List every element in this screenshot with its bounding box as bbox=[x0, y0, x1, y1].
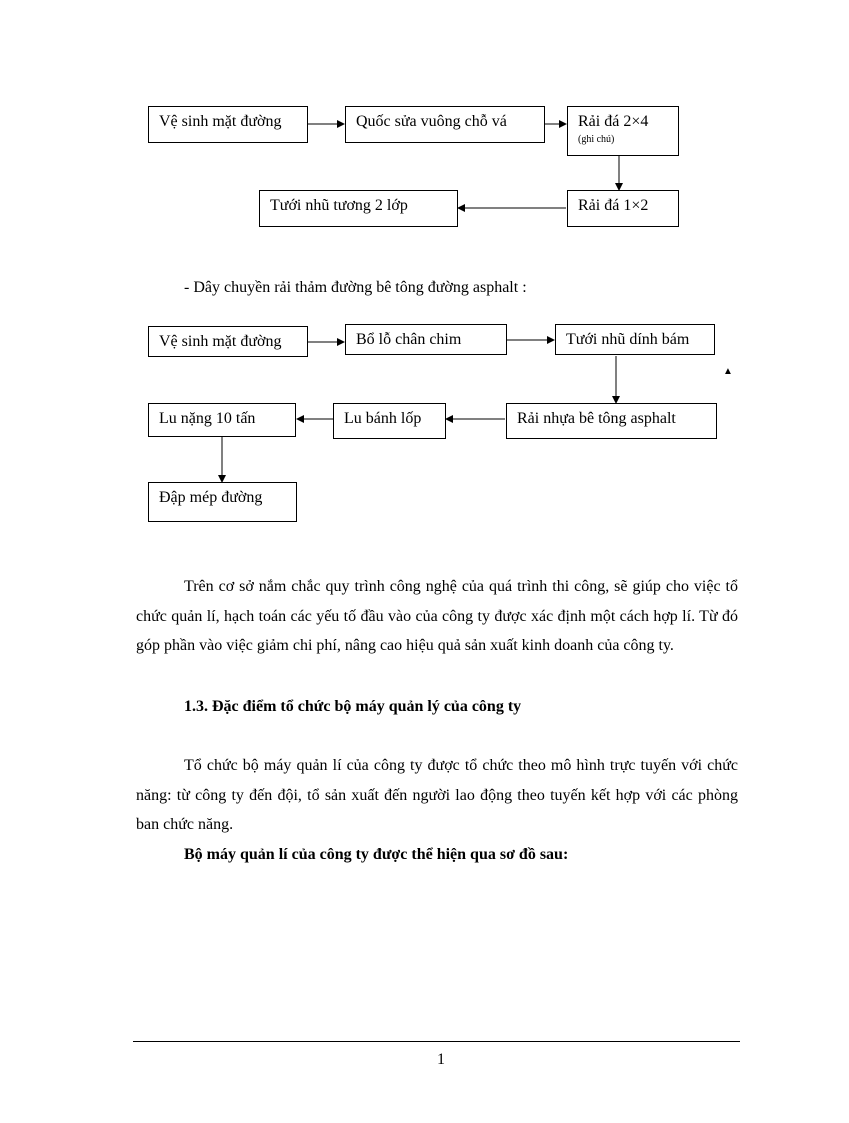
d1-box-tuoi-nhu-tuong bbox=[259, 190, 458, 227]
d2-box-tuoi-nhu bbox=[555, 324, 715, 355]
triangle-marker-icon: ▲ bbox=[723, 366, 733, 377]
paragraph-to-chuc bbox=[136, 751, 738, 840]
d1-box-sublabel: (ghi chú) bbox=[578, 134, 615, 145]
paragraph-quy-trinh-text: Trên cơ sở nắm chắc quy trình công nghệ của quá trình thi công, sẽ giúp cho việc tổ chức quản lí, hạch toán các yếu tố đầu vào của công ty được xác định một cách hợp lí. Từ đó góp phần vào việc giảm chi phí, nâng cao hiệu quả sản xuất kinh doanh của công ty. bbox=[136, 578, 738, 654]
footer-rule bbox=[133, 1041, 740, 1042]
d2-box-rai-nhua bbox=[506, 403, 717, 439]
d1-box-label: Rải đá 1×2 bbox=[578, 197, 649, 214]
d1-box-rai-da-2x4 bbox=[567, 106, 679, 156]
paragraph-to-chuc-text: Tổ chức bộ máy quản lí của công ty được tổ chức theo mô hình trực tuyến với chức năng: từ công ty đến đội, tổ sản xuất đến người lao động theo tuyến kết hợp với các phòng ban chức năng. bbox=[136, 757, 738, 833]
d1-box-label: Tưới nhũ tương 2 lớp bbox=[270, 197, 408, 214]
d2-box-label: Lu nặng 10 tấn bbox=[159, 410, 256, 427]
d1-box-label: Quốc sửa vuông chỗ vá bbox=[356, 113, 507, 130]
d1-box-ve-sinh bbox=[148, 106, 308, 143]
d2-box-label: Lu bánh lốp bbox=[344, 410, 422, 427]
d2-box-label: Rải nhựa bê tông asphalt bbox=[517, 410, 676, 427]
d1-box-label: Rải đá 2×4 bbox=[578, 113, 649, 130]
section-heading-text: 1.3. Đặc điểm tổ chức bộ máy quản lý của công ty bbox=[184, 698, 522, 715]
d2-box-bo-lo bbox=[345, 324, 507, 355]
asphalt-line-intro: - Dây chuyền rải thảm đường bê tông đường asphalt : bbox=[184, 279, 527, 296]
paragraph-quy-trinh bbox=[136, 572, 738, 661]
d2-box-label: Đập mép đường bbox=[159, 489, 263, 506]
d2-box-label: Vệ sinh mặt đường bbox=[159, 333, 282, 350]
d1-box-quoc-sua bbox=[345, 106, 545, 143]
d1-box-rai-da-1x2 bbox=[567, 190, 679, 227]
d2-box-label: Tưới nhũ dính bám bbox=[566, 331, 690, 348]
d2-box-label: Bổ lỗ chân chim bbox=[356, 331, 462, 348]
d2-box-lu-nang bbox=[148, 403, 296, 437]
d2-box-lu-banh-lop bbox=[333, 403, 446, 439]
d1-box-label: Vệ sinh mặt đường bbox=[159, 113, 282, 130]
page-number: 1 bbox=[437, 1051, 445, 1068]
diagram-caption-text: Bộ máy quản lí của công ty được thể hiện qua sơ đồ sau: bbox=[184, 846, 569, 863]
d2-box-dap-mep bbox=[148, 482, 297, 522]
d2-box-ve-sinh bbox=[148, 326, 308, 357]
diagram-caption bbox=[136, 840, 738, 870]
section-heading bbox=[136, 692, 738, 722]
